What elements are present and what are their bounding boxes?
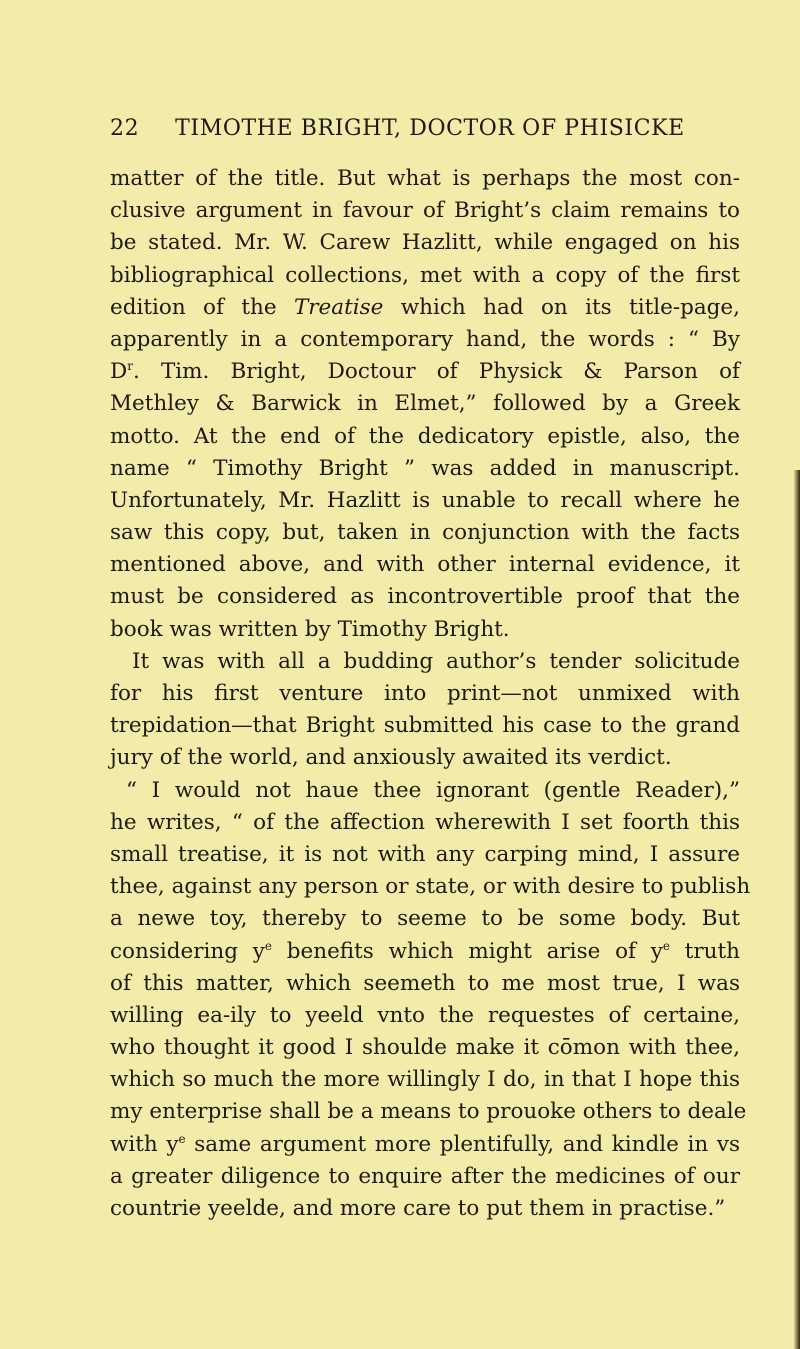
text-line — [110, 1032, 740, 1064]
text-run: Unfortunately, Mr. Hazlitt is unable to recall where he — [110, 487, 740, 513]
text-line — [110, 1129, 740, 1161]
text-line — [110, 742, 740, 774]
text-run: Treatise — [293, 294, 384, 320]
text-run: benefits which might arise of y — [272, 938, 663, 964]
text-run: e — [178, 1131, 186, 1146]
text-run: r — [127, 358, 133, 373]
text-run: my enterprise shall be a means to prouoke others to deale — [110, 1099, 747, 1125]
text-line — [110, 1193, 740, 1225]
text-line — [110, 614, 740, 646]
text-line — [110, 678, 740, 710]
text-run: . Tim. Bright, Doctour of Physick & Parson of — [133, 359, 740, 385]
text-run: book was written by Timothy Bright. — [110, 616, 510, 642]
text-run: motto. At the end of the dedicatory epistle, also, the — [110, 423, 740, 449]
text-line — [110, 646, 740, 678]
text-run: a greater diligence to enquire after the medicines of our — [110, 1163, 740, 1189]
text-line — [110, 260, 740, 292]
text-line — [110, 807, 740, 839]
text-run: Methley & Barwick in Elmet,” followed by a Greek — [110, 391, 740, 417]
text-run: considering y — [110, 938, 265, 964]
text-run: mentioned above, and with other internal evidence, it — [110, 552, 740, 578]
text-run: name “ Timothy Bright ” was added in manuscript. — [110, 455, 740, 481]
text-line — [110, 903, 740, 935]
text-line — [110, 485, 740, 517]
text-line — [110, 581, 740, 613]
text-line — [110, 936, 740, 968]
text-line — [110, 388, 740, 420]
text-line — [110, 549, 740, 581]
text-run: jury of the world, and anxiously awaited its verdict. — [110, 745, 672, 771]
text-run: edition of the — [110, 294, 294, 320]
text-run: e — [264, 938, 272, 953]
text-line — [110, 163, 740, 195]
text-line — [110, 775, 740, 807]
text-line — [110, 453, 740, 485]
text-run: bibliographical collections, met with a copy of the first — [110, 262, 740, 288]
text-line — [110, 195, 740, 227]
text-run: truth — [669, 938, 740, 964]
text-run: matter of the title. But what is perhaps the most con- — [110, 166, 740, 191]
text-run: It was with all a budding author’s tender solicitude — [132, 648, 740, 674]
text-line — [110, 1000, 740, 1032]
page-header — [110, 116, 750, 150]
text-run: which so much the more willingly I do, in that I hope this — [110, 1067, 740, 1093]
text-run: e — [662, 938, 670, 953]
text-run: saw this copy, but, taken in conjunction with the facts — [110, 520, 740, 546]
text-run: small treatise, it is not with any carping mind, I assure — [110, 841, 740, 867]
text-run: apparently in a contemporary hand, the words : “ By — [110, 326, 740, 352]
text-line — [110, 517, 740, 549]
text-line — [110, 710, 740, 742]
text-run: with y — [110, 1131, 179, 1157]
text-run: must be considered as incontrovertible proof that the — [110, 584, 740, 610]
running-title: TIMOTHE BRIGHT, DOCTOR OF PHISICKE — [175, 116, 685, 141]
text-run: trepidation—that Bright submitted his case to the grand — [110, 713, 740, 739]
text-line — [110, 356, 740, 388]
text-run: who thought it good I shoulde make it cōmon with thee, — [110, 1035, 740, 1061]
text-run: which had on its title-page, — [383, 294, 740, 320]
text-run: clusive argument in favour of Bright’s claim remains to — [110, 198, 740, 224]
text-run: for his first venture into print—not unmixed with — [110, 681, 740, 706]
text-line — [110, 968, 740, 1000]
page-edge-shadow — [794, 470, 800, 1349]
text-line — [110, 1096, 747, 1128]
text-run: he writes, “ of the affection wherewith I set foorth this — [110, 809, 740, 835]
text-run: of this matter, which seemeth to me most true, I was — [110, 970, 740, 996]
text-line — [110, 292, 740, 324]
page-number: 22 — [110, 116, 140, 141]
text-run: be stated. Mr. W. Carew Hazlitt, while engaged on his — [110, 230, 740, 256]
text-line — [110, 324, 740, 356]
text-run: a newe toy, thereby to seeme to be some body. But — [110, 906, 740, 932]
text-run: same argument more plentifully, and kindle in vs — [185, 1131, 741, 1157]
text-line — [110, 421, 740, 453]
text-line — [110, 227, 740, 259]
text-line — [110, 1161, 740, 1193]
body-text — [110, 163, 751, 1225]
text-run: willing ea‑ily to yeeld vnto the requestes of certaine, — [110, 1002, 740, 1028]
text-run: countrie yeelde, and more care to put them in practise.” — [110, 1196, 726, 1221]
text-line — [110, 1064, 740, 1096]
text-run: “ I would not haue thee ignorant (gentle Reader),” — [126, 777, 740, 803]
text-run: D — [110, 359, 128, 385]
text-line — [110, 871, 751, 903]
text-run: thee, against any person or state, or with desire to publish — [110, 874, 751, 900]
text-line — [110, 839, 740, 871]
